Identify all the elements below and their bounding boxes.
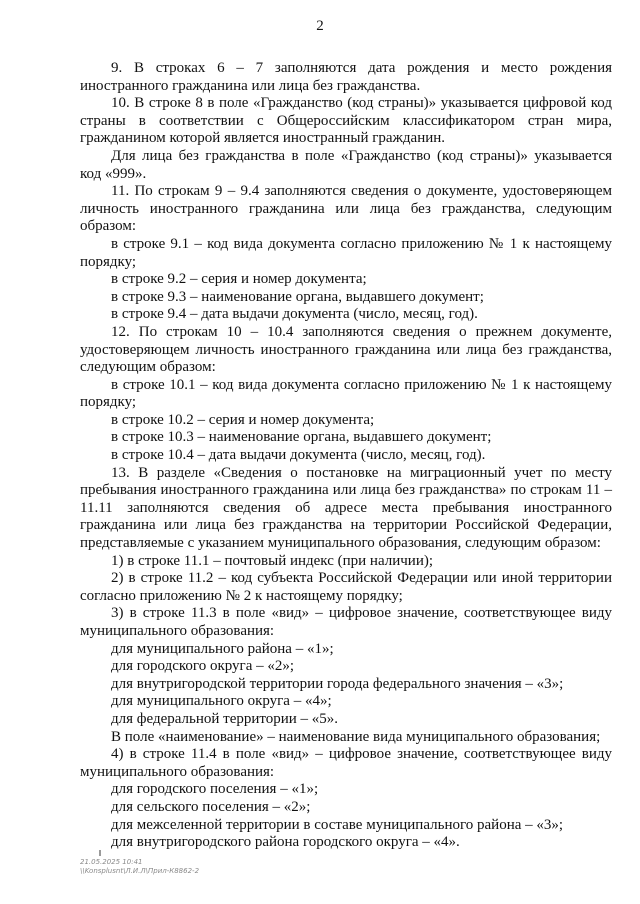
paragraph: 11. По строкам 9 – 9.4 заполняются сведения о документе, удостоверяющем личность иностранного гражданина или лица без гражданства, следующим образом:: [80, 183, 612, 235]
paragraph: 2) в строке 11.2 – код субъекта Российской Федерации или иной территории согласно приложению № 2 к настоящему порядку;: [80, 570, 612, 604]
paragraph: в строке 9.2 – серия и номер документа;: [111, 271, 367, 288]
paragraph: для городского поселения – «1»;: [111, 781, 319, 798]
document-body: [80, 60, 612, 852]
paragraph: 9. В строках 6 – 7 заполняются дата рождения и место рождения иностранного гражданина или лица без гражданства.: [80, 60, 612, 94]
scan-mark: [99, 850, 101, 856]
document-footer: [80, 858, 199, 876]
page-number: 2: [316, 18, 324, 34]
paragraph: в строке 10.1 – код вида документа согласно приложению № 1 к настоящему порядку;: [80, 376, 612, 411]
paragraph: в строке 9.4 – дата выдачи документа (число, месяц, год).: [111, 306, 478, 323]
paragraph: в строке 9.3 – наименование органа, выдавшего документ;: [111, 288, 484, 305]
paragraph: Для лица без гражданства в поле «Гражданство (код страны)» указывается код «999».: [80, 147, 612, 182]
paragraph: для городского округа – «2»;: [111, 658, 295, 675]
paragraph: 13. В разделе «Сведения о постановке на миграционный учет по месту пребывания иностранного гражданина или лица без гражданства» по строкам 11 – 11.11 заполняются сведения об адресе места пребывания иностранного гражданина или лица без гражданства на территории Российской Федерации, представляемые с указанием муниципального образования, следующим образом:: [80, 464, 612, 552]
paragraph: для муниципального округа – «4»;: [111, 693, 332, 710]
paragraph: 10. В строке 8 в поле «Гражданство (код страны)» указывается цифровой код страны в соответствии с Общероссийским классификатором стран мира, гражданином которой является иностранный гражданин.: [80, 95, 612, 147]
paragraph: для межселенной территории в составе муниципального района – «3»;: [111, 816, 564, 833]
paragraph: в строке 10.3 – наименование органа, выдавшего документ;: [111, 429, 492, 446]
paragraph: для внутригородской территории города федерального значения – «3»;: [111, 675, 564, 692]
paragraph: В поле «наименование» – наименование вида муниципального образования;: [111, 728, 601, 745]
footer-file-path: \\Konsplusnt\Л.И.Л\Прил-К8862-2: [80, 867, 200, 875]
paragraph: для муниципального района – «1»;: [111, 640, 334, 657]
footer-timestamp: 21.05.2025 10:41: [80, 858, 143, 866]
paragraph: для федеральной территории – «5».: [111, 710, 339, 727]
paragraph: 12. По строкам 10 – 10.4 заполняются сведения о прежнем документе, удостоверяющем личность иностранного гражданина или лица без гражданства, следующим образом:: [80, 323, 612, 376]
paragraph: для внутригородского района городского округа – «4».: [111, 834, 460, 851]
paragraph: в строке 9.1 – код вида документа согласно приложению № 1 к настоящему порядку;: [80, 235, 612, 270]
paragraph: в строке 10.2 – серия и номер документа;: [111, 411, 375, 428]
paragraph: 1) в строке 11.1 – почтовый индекс (при наличии);: [111, 552, 434, 569]
paragraph: для сельского поселения – «2»;: [111, 798, 311, 815]
paragraph: 3) в строке 11.3 в поле «вид» – цифровое значение, соответствующее виду муниципального образования:: [80, 605, 612, 639]
paragraph: в строке 10.4 – дата выдачи документа (число, месяц, год).: [111, 447, 486, 464]
paragraph: 4) в строке 11.4 в поле «вид» – цифровое значение, соответствующее виду муниципального образования:: [80, 746, 612, 780]
